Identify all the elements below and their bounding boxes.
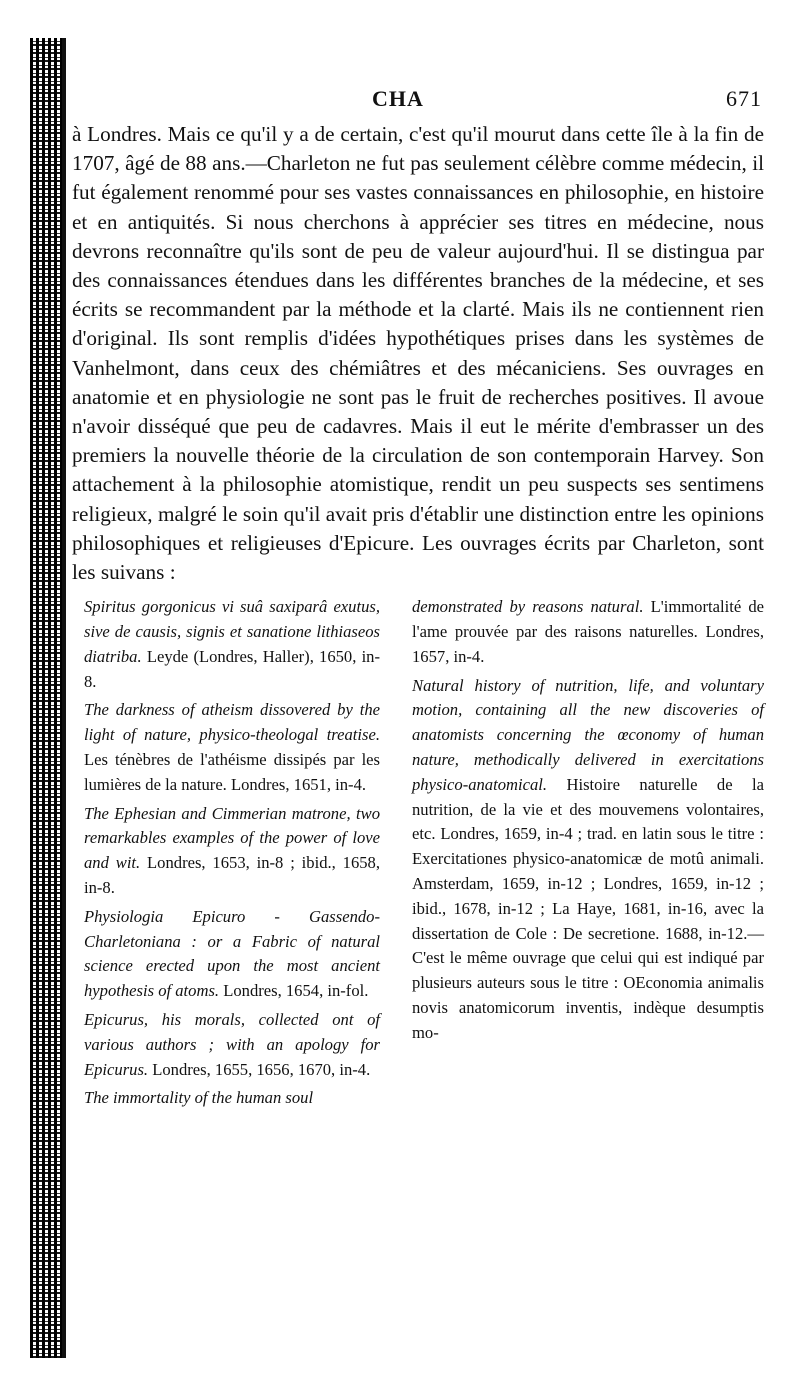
bibliography-entry: [84, 1086, 380, 1111]
book-binding-edge: [30, 38, 66, 1358]
page-number: 671: [726, 86, 762, 111]
bibliography-entry: [412, 595, 764, 669]
book-page: [72, 86, 764, 1235]
bibliography-right-column: [412, 595, 764, 1049]
entry-title: The Ephesian and Cimmerian matrone, two remarkables examples of the power of love and wit.: [84, 803, 380, 873]
entry-details: Leyde (Londres, Haller), 1650, in-8.: [84, 646, 380, 691]
entry-title: demonstrated by reasons natural.: [412, 597, 644, 617]
entry-details: Londres, 1654, in-fol.: [219, 981, 369, 1001]
bibliography-entry: [412, 674, 764, 1046]
entry-title: Natural history of nutrition, life, and voluntary motion, containing all the new discoveries of anatomists concerning the œconomy of human nature, methodically delivered in exercitations physico-anatomical.: [412, 675, 764, 794]
running-header: [72, 86, 764, 120]
entry-title: Physiologia Epicuro - Gassendo-Charletoniana : or a Fabric of natural science erected upon the most ancient hypothesis of atoms.: [84, 906, 380, 1001]
entry-title: Spiritus gorgonicus vi suâ saxiparâ exutus, sive de causis, signis et sanatione lithiaseos diatriba.: [84, 597, 380, 666]
bibliography-entry: [84, 1008, 380, 1082]
bibliography-columns: [72, 595, 764, 1235]
entry-title: The immortality of the human soul: [84, 1088, 314, 1108]
entry-details: Londres, 1653, in-8 ; ibid., 1658, in-8.: [84, 853, 380, 898]
page-gutter-line: [62, 38, 66, 1358]
bibliography-entry: [84, 905, 380, 1004]
bibliography-entry: [84, 595, 380, 694]
entry-details: Les ténèbres de l'athéisme dissipés par les lumières de la nature. Londres, 1651, in-4.: [84, 750, 380, 794]
entry-details: Londres, 1655, 1656, 1670, in-4.: [148, 1059, 371, 1079]
entry-details: L'immortalité de l'ame prouvée par des raisons naturelles. Londres, 1657, in-4.: [412, 597, 764, 666]
running-title: CHA: [372, 86, 424, 111]
bibliography-entry: [84, 698, 380, 797]
entry-title: Epicurus, his morals, collected ont of various authors ; with an apology for Epicurus.: [84, 1010, 380, 1079]
entry-title: The darkness of atheism dissovered by the light of nature, physico-theologal treatise.: [84, 700, 380, 745]
entry-details: Histoire naturelle de la nutrition, de la vie et des mouvemens volontaires, etc. Londres, 1659, in-4 ; trad. en latin sous le titre : Exercitationes physico-anatomicæ de motû animali. Amsterdam, 1659, in-12 ; Londres, 1659, in-12 ; ibid., 1678, in-12 ; La Haye, 1681, in-16, avec la dissertation de Cole : De secretione. 1688, in-12.—C'est le même ouvrage que celui qui est indiqué par plusieurs auteurs sous le titre : OEconomia animalis novis anatomicorum inventis, indèque desumptis mo-: [412, 774, 764, 1042]
bibliography-entry: [84, 802, 380, 901]
bibliography-left-column: [84, 595, 380, 1115]
main-paragraph: à Londres. Mais ce qu'il y a de certain, c'est qu'il mourut dans cette île à la fin de 1707, âgé de 88 ans.—Charleton ne fut pas seulement célèbre comme médecin, il fut également renommé pour ses vastes connaissances en philosophie, en histoire et en antiquités. Si nous cherchons à apprécier ses titres en médecine, nous devrons reconnaître qu'ils sont de peu de valeur aujourd'hui. Il se distingua par des connaissances étendues dans les différentes branches de la médecine, et ses écrits se recommandent par la méthode et la clarté. Mais ils ne contiennent rien d'original. Ils sont remplis d'idées hypothétiques prises dans les systèmes de Vanhelmont, dans ceux des chémiâtres et des mécaniciens. Ses ouvrages en anatomie et en physiologie ne sont pas le fruit de recherches positives. Il avoue n'avoir disséqué que peu de cadavres. Mais il eut le mérite d'embrasser un des premiers la nouvelle théorie de la circulation de son contemporain Harvey. Son attachement à la philosophie atomistique, rendit un peu suspects ses sentimens religieux, malgré le soin qu'il avait pris d'établir une distinction entre les opinions philosophiques et religieuses d'Epicure. Les ouvrages écrits par Charleton, sont les suivans :: [72, 122, 764, 585]
